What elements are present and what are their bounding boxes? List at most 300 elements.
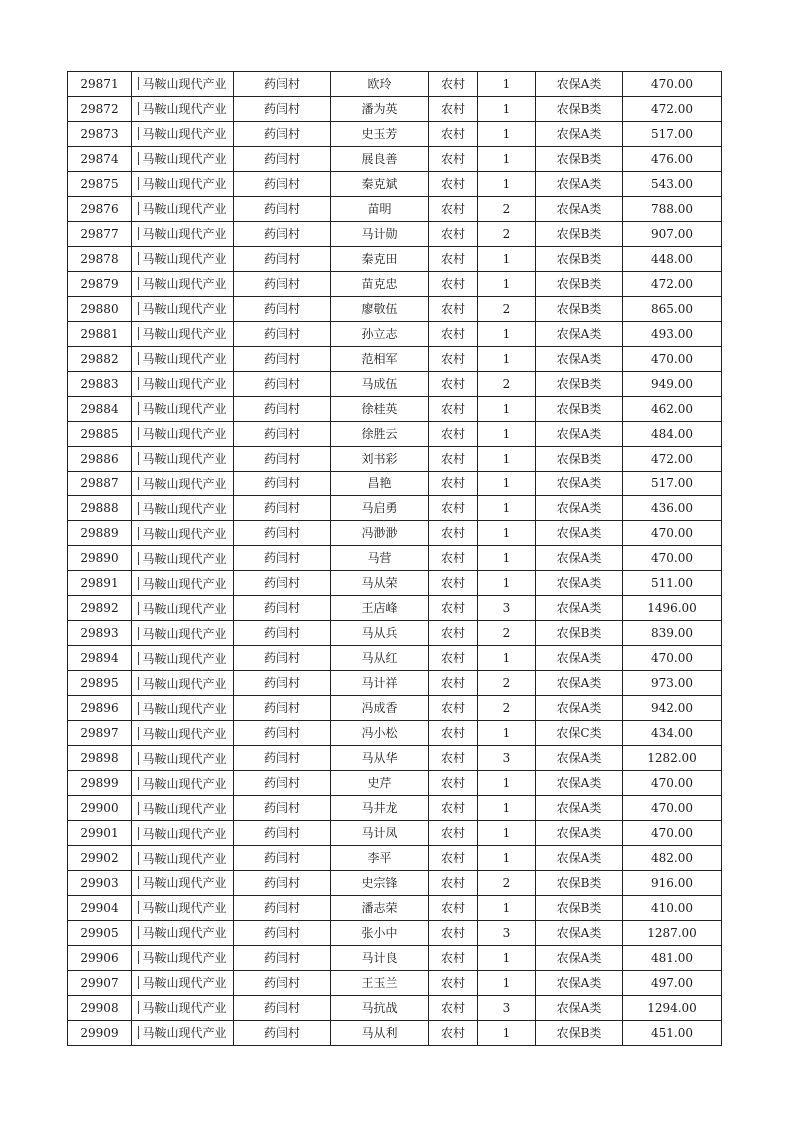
table-row bbox=[68, 146, 722, 171]
table-row bbox=[68, 796, 722, 821]
beneficiary-table bbox=[67, 71, 722, 1046]
unit-label: 马鞍山现代产业 bbox=[142, 726, 227, 741]
name-cell: 廖敬伍 bbox=[331, 296, 429, 321]
unit-cell bbox=[132, 396, 234, 421]
household-type-cell: 农村 bbox=[429, 96, 478, 121]
insurance-category-cell: 农保A类 bbox=[536, 821, 623, 846]
insurance-category-cell: 农保A类 bbox=[536, 920, 623, 945]
amount-cell: 517.00 bbox=[623, 471, 722, 496]
row-id-cell: 29909 bbox=[68, 1020, 132, 1045]
name-cell: 马从红 bbox=[331, 646, 429, 671]
unit-label: 马鞍山现代产业 bbox=[142, 576, 227, 591]
table-row bbox=[68, 646, 722, 671]
amount-cell: 497.00 bbox=[623, 970, 722, 995]
name-cell: 马从兵 bbox=[331, 621, 429, 646]
amount-cell: 916.00 bbox=[623, 871, 722, 896]
village-cell: 药闫村 bbox=[234, 571, 331, 596]
person-count-cell: 2 bbox=[478, 621, 536, 646]
unit-cell bbox=[132, 496, 234, 521]
insurance-category-cell: 农保A类 bbox=[536, 546, 623, 571]
village-cell: 药闫村 bbox=[234, 970, 331, 995]
row-id-cell: 29871 bbox=[68, 72, 132, 97]
unit-cell bbox=[132, 895, 234, 920]
table-row bbox=[68, 596, 722, 621]
person-count-cell: 2 bbox=[478, 871, 536, 896]
unit-label: 马鞍山现代产业 bbox=[142, 801, 227, 816]
insurance-category-cell: 农保A类 bbox=[536, 521, 623, 546]
name-cell: 王玉兰 bbox=[331, 970, 429, 995]
person-count-cell: 2 bbox=[478, 296, 536, 321]
person-count-cell: 2 bbox=[478, 196, 536, 221]
row-id-cell: 29897 bbox=[68, 721, 132, 746]
unit-cell bbox=[132, 1020, 234, 1045]
insurance-category-cell: 农保B类 bbox=[536, 396, 623, 421]
unit-cell bbox=[132, 696, 234, 721]
unit-label: 马鞍山现代产业 bbox=[142, 501, 227, 516]
amount-cell: 410.00 bbox=[623, 895, 722, 920]
unit-cell bbox=[132, 945, 234, 970]
insurance-category-cell: 农保B类 bbox=[536, 895, 623, 920]
household-type-cell: 农村 bbox=[429, 895, 478, 920]
amount-cell: 470.00 bbox=[623, 346, 722, 371]
insurance-category-cell: 农保A类 bbox=[536, 646, 623, 671]
name-cell: 马从华 bbox=[331, 746, 429, 771]
person-count-cell: 1 bbox=[478, 246, 536, 271]
row-id-cell: 29889 bbox=[68, 521, 132, 546]
table-row bbox=[68, 96, 722, 121]
name-cell: 苗克忠 bbox=[331, 271, 429, 296]
unit-cell bbox=[132, 196, 234, 221]
village-cell: 药闫村 bbox=[234, 721, 331, 746]
amount-cell: 511.00 bbox=[623, 571, 722, 596]
village-cell: 药闫村 bbox=[234, 871, 331, 896]
table-row bbox=[68, 671, 722, 696]
person-count-cell: 3 bbox=[478, 596, 536, 621]
household-type-cell: 农村 bbox=[429, 171, 478, 196]
person-count-cell: 1 bbox=[478, 546, 536, 571]
table-row bbox=[68, 196, 722, 221]
name-cell: 马成伍 bbox=[331, 371, 429, 396]
unit-label: 马鞍山现代产业 bbox=[142, 202, 227, 217]
unit-label: 马鞍山现代产业 bbox=[142, 1001, 227, 1016]
insurance-category-cell: 农保A类 bbox=[536, 121, 623, 146]
unit-label: 马鞍山现代产业 bbox=[142, 976, 227, 991]
person-count-cell: 1 bbox=[478, 396, 536, 421]
unit-label: 马鞍山现代产业 bbox=[142, 427, 227, 442]
amount-cell: 517.00 bbox=[623, 121, 722, 146]
village-cell: 药闫村 bbox=[234, 746, 331, 771]
amount-cell: 470.00 bbox=[623, 546, 722, 571]
table-row bbox=[68, 521, 722, 546]
unit-label: 马鞍山现代产业 bbox=[142, 876, 227, 891]
name-cell: 范相军 bbox=[331, 346, 429, 371]
village-cell: 药闫村 bbox=[234, 546, 331, 571]
table-row bbox=[68, 871, 722, 896]
unit-cell bbox=[132, 970, 234, 995]
village-cell: 药闫村 bbox=[234, 146, 331, 171]
insurance-category-cell: 农保B类 bbox=[536, 871, 623, 896]
unit-cell bbox=[132, 596, 234, 621]
person-count-cell: 1 bbox=[478, 521, 536, 546]
household-type-cell: 农村 bbox=[429, 821, 478, 846]
household-type-cell: 农村 bbox=[429, 1020, 478, 1045]
person-count-cell: 1 bbox=[478, 846, 536, 871]
name-cell: 刘书彩 bbox=[331, 446, 429, 471]
person-count-cell: 1 bbox=[478, 571, 536, 596]
insurance-category-cell: 农保B类 bbox=[536, 271, 623, 296]
village-cell: 药闫村 bbox=[234, 371, 331, 396]
name-cell: 孙立志 bbox=[331, 321, 429, 346]
household-type-cell: 农村 bbox=[429, 546, 478, 571]
insurance-category-cell: 农保B类 bbox=[536, 446, 623, 471]
person-count-cell: 3 bbox=[478, 995, 536, 1020]
person-count-cell: 1 bbox=[478, 721, 536, 746]
unit-label: 马鞍山现代产业 bbox=[142, 252, 227, 267]
person-count-cell: 1 bbox=[478, 945, 536, 970]
row-id-cell: 29885 bbox=[68, 421, 132, 446]
village-cell: 药闫村 bbox=[234, 471, 331, 496]
household-type-cell: 农村 bbox=[429, 621, 478, 646]
person-count-cell: 1 bbox=[478, 895, 536, 920]
table-row bbox=[68, 371, 722, 396]
row-id-cell: 29898 bbox=[68, 746, 132, 771]
household-type-cell: 农村 bbox=[429, 671, 478, 696]
household-type-cell: 农村 bbox=[429, 746, 478, 771]
village-cell: 药闫村 bbox=[234, 945, 331, 970]
insurance-category-cell: 农保A类 bbox=[536, 995, 623, 1020]
village-cell: 药闫村 bbox=[234, 196, 331, 221]
unit-cell bbox=[132, 796, 234, 821]
household-type-cell: 农村 bbox=[429, 146, 478, 171]
village-cell: 药闫村 bbox=[234, 846, 331, 871]
village-cell: 药闫村 bbox=[234, 171, 331, 196]
person-count-cell: 1 bbox=[478, 446, 536, 471]
table-row bbox=[68, 171, 722, 196]
name-cell: 苗明 bbox=[331, 196, 429, 221]
unit-cell bbox=[132, 246, 234, 271]
person-count-cell: 3 bbox=[478, 920, 536, 945]
row-id-cell: 29887 bbox=[68, 471, 132, 496]
unit-label: 马鞍山现代产业 bbox=[142, 951, 227, 966]
unit-label: 马鞍山现代产业 bbox=[142, 751, 227, 766]
household-type-cell: 农村 bbox=[429, 771, 478, 796]
unit-cell bbox=[132, 121, 234, 146]
insurance-category-cell: 农保A类 bbox=[536, 596, 623, 621]
household-type-cell: 农村 bbox=[429, 521, 478, 546]
amount-cell: 484.00 bbox=[623, 421, 722, 446]
row-id-cell: 29905 bbox=[68, 920, 132, 945]
person-count-cell: 2 bbox=[478, 671, 536, 696]
table-row bbox=[68, 1020, 722, 1045]
row-id-cell: 29876 bbox=[68, 196, 132, 221]
unit-label: 马鞍山现代产业 bbox=[142, 676, 227, 691]
unit-label: 马鞍山现代产业 bbox=[142, 452, 227, 467]
unit-cell bbox=[132, 171, 234, 196]
name-cell: 马启勇 bbox=[331, 496, 429, 521]
row-id-cell: 29877 bbox=[68, 221, 132, 246]
name-cell: 马抗战 bbox=[331, 995, 429, 1020]
household-type-cell: 农村 bbox=[429, 846, 478, 871]
village-cell: 药闫村 bbox=[234, 321, 331, 346]
unit-cell bbox=[132, 321, 234, 346]
row-id-cell: 29906 bbox=[68, 945, 132, 970]
unit-label: 马鞍山现代产业 bbox=[142, 901, 227, 916]
unit-cell bbox=[132, 621, 234, 646]
insurance-category-cell: 农保B类 bbox=[536, 621, 623, 646]
amount-cell: 470.00 bbox=[623, 771, 722, 796]
unit-cell bbox=[132, 371, 234, 396]
table-row bbox=[68, 72, 722, 97]
unit-cell bbox=[132, 571, 234, 596]
amount-cell: 451.00 bbox=[623, 1020, 722, 1045]
name-cell: 马从利 bbox=[331, 1020, 429, 1045]
amount-cell: 470.00 bbox=[623, 72, 722, 97]
table-row bbox=[68, 821, 722, 846]
village-cell: 药闫村 bbox=[234, 995, 331, 1020]
household-type-cell: 农村 bbox=[429, 446, 478, 471]
name-cell: 张小中 bbox=[331, 920, 429, 945]
amount-cell: 788.00 bbox=[623, 196, 722, 221]
village-cell: 药闫村 bbox=[234, 895, 331, 920]
insurance-category-cell: 农保A类 bbox=[536, 696, 623, 721]
unit-label: 马鞍山现代产业 bbox=[142, 601, 227, 616]
row-id-cell: 29899 bbox=[68, 771, 132, 796]
unit-cell bbox=[132, 995, 234, 1020]
insurance-category-cell: 农保B类 bbox=[536, 96, 623, 121]
village-cell: 药闫村 bbox=[234, 621, 331, 646]
insurance-category-cell: 农保B类 bbox=[536, 246, 623, 271]
amount-cell: 1287.00 bbox=[623, 920, 722, 945]
row-id-cell: 29901 bbox=[68, 821, 132, 846]
table-row bbox=[68, 296, 722, 321]
insurance-category-cell: 农保B类 bbox=[536, 296, 623, 321]
table-body bbox=[68, 72, 722, 1046]
name-cell: 史玉芳 bbox=[331, 121, 429, 146]
name-cell: 马计祥 bbox=[331, 671, 429, 696]
unit-cell bbox=[132, 72, 234, 97]
household-type-cell: 农村 bbox=[429, 945, 478, 970]
unit-cell bbox=[132, 746, 234, 771]
insurance-category-cell: 农保A类 bbox=[536, 321, 623, 346]
unit-label: 马鞍山现代产业 bbox=[142, 102, 227, 117]
name-cell: 马计勋 bbox=[331, 221, 429, 246]
name-cell: 冯小松 bbox=[331, 721, 429, 746]
row-id-cell: 29904 bbox=[68, 895, 132, 920]
name-cell: 史宗锋 bbox=[331, 871, 429, 896]
unit-cell bbox=[132, 271, 234, 296]
household-type-cell: 农村 bbox=[429, 871, 478, 896]
village-cell: 药闫村 bbox=[234, 671, 331, 696]
unit-label: 马鞍山现代产业 bbox=[142, 476, 227, 491]
name-cell: 欧玲 bbox=[331, 72, 429, 97]
row-id-cell: 29890 bbox=[68, 546, 132, 571]
household-type-cell: 农村 bbox=[429, 221, 478, 246]
amount-cell: 1294.00 bbox=[623, 995, 722, 1020]
unit-label: 马鞍山现代产业 bbox=[142, 377, 227, 392]
village-cell: 药闫村 bbox=[234, 920, 331, 945]
name-cell: 马计良 bbox=[331, 945, 429, 970]
village-cell: 药闫村 bbox=[234, 646, 331, 671]
row-id-cell: 29879 bbox=[68, 271, 132, 296]
person-count-cell: 1 bbox=[478, 96, 536, 121]
village-cell: 药闫村 bbox=[234, 72, 331, 97]
household-type-cell: 农村 bbox=[429, 296, 478, 321]
village-cell: 药闫村 bbox=[234, 246, 331, 271]
table-row bbox=[68, 970, 722, 995]
person-count-cell: 1 bbox=[478, 171, 536, 196]
amount-cell: 973.00 bbox=[623, 671, 722, 696]
amount-cell: 907.00 bbox=[623, 221, 722, 246]
amount-cell: 942.00 bbox=[623, 696, 722, 721]
unit-cell bbox=[132, 471, 234, 496]
village-cell: 药闫村 bbox=[234, 396, 331, 421]
amount-cell: 436.00 bbox=[623, 496, 722, 521]
unit-label: 马鞍山现代产业 bbox=[142, 327, 227, 342]
unit-label: 马鞍山现代产业 bbox=[142, 526, 227, 541]
unit-cell bbox=[132, 771, 234, 796]
table-row bbox=[68, 271, 722, 296]
unit-label: 马鞍山现代产业 bbox=[142, 1026, 227, 1041]
village-cell: 药闫村 bbox=[234, 296, 331, 321]
household-type-cell: 农村 bbox=[429, 196, 478, 221]
row-id-cell: 29895 bbox=[68, 671, 132, 696]
amount-cell: 472.00 bbox=[623, 271, 722, 296]
table-row bbox=[68, 746, 722, 771]
name-cell: 李平 bbox=[331, 846, 429, 871]
person-count-cell: 1 bbox=[478, 471, 536, 496]
row-id-cell: 29881 bbox=[68, 321, 132, 346]
unit-cell bbox=[132, 446, 234, 471]
unit-cell bbox=[132, 920, 234, 945]
village-cell: 药闫村 bbox=[234, 521, 331, 546]
table-row bbox=[68, 421, 722, 446]
table-row bbox=[68, 895, 722, 920]
insurance-category-cell: 农保A类 bbox=[536, 196, 623, 221]
unit-label: 马鞍山现代产业 bbox=[142, 826, 227, 841]
table-row bbox=[68, 446, 722, 471]
person-count-cell: 1 bbox=[478, 321, 536, 346]
village-cell: 药闫村 bbox=[234, 346, 331, 371]
table-row bbox=[68, 846, 722, 871]
insurance-category-cell: 农保C类 bbox=[536, 721, 623, 746]
insurance-category-cell: 农保B类 bbox=[536, 1020, 623, 1045]
amount-cell: 470.00 bbox=[623, 646, 722, 671]
unit-cell bbox=[132, 871, 234, 896]
insurance-category-cell: 农保B类 bbox=[536, 146, 623, 171]
person-count-cell: 2 bbox=[478, 696, 536, 721]
insurance-category-cell: 农保A类 bbox=[536, 945, 623, 970]
table-row bbox=[68, 546, 722, 571]
unit-label: 马鞍山现代产业 bbox=[142, 851, 227, 866]
unit-cell bbox=[132, 521, 234, 546]
insurance-category-cell: 农保A类 bbox=[536, 72, 623, 97]
row-id-cell: 29907 bbox=[68, 970, 132, 995]
village-cell: 药闫村 bbox=[234, 821, 331, 846]
row-id-cell: 29872 bbox=[68, 96, 132, 121]
row-id-cell: 29894 bbox=[68, 646, 132, 671]
insurance-category-cell: 农保A类 bbox=[536, 496, 623, 521]
household-type-cell: 农村 bbox=[429, 396, 478, 421]
table-row bbox=[68, 945, 722, 970]
unit-label: 马鞍山现代产业 bbox=[142, 152, 227, 167]
name-cell: 徐胜云 bbox=[331, 421, 429, 446]
unit-label: 马鞍山现代产业 bbox=[142, 551, 227, 566]
row-id-cell: 29878 bbox=[68, 246, 132, 271]
unit-label: 马鞍山现代产业 bbox=[142, 626, 227, 641]
household-type-cell: 农村 bbox=[429, 371, 478, 396]
insurance-category-cell: 农保A类 bbox=[536, 571, 623, 596]
row-id-cell: 29896 bbox=[68, 696, 132, 721]
table-row bbox=[68, 571, 722, 596]
name-cell: 马营 bbox=[331, 546, 429, 571]
household-type-cell: 农村 bbox=[429, 271, 478, 296]
amount-cell: 839.00 bbox=[623, 621, 722, 646]
table-row bbox=[68, 621, 722, 646]
household-type-cell: 农村 bbox=[429, 995, 478, 1020]
unit-label: 马鞍山现代产业 bbox=[142, 352, 227, 367]
unit-cell bbox=[132, 221, 234, 246]
unit-label: 马鞍山现代产业 bbox=[142, 177, 227, 192]
table-row bbox=[68, 995, 722, 1020]
unit-cell bbox=[132, 646, 234, 671]
household-type-cell: 农村 bbox=[429, 72, 478, 97]
household-type-cell: 农村 bbox=[429, 246, 478, 271]
table-row bbox=[68, 121, 722, 146]
unit-label: 马鞍山现代产业 bbox=[142, 127, 227, 142]
insurance-category-cell: 农保A类 bbox=[536, 671, 623, 696]
amount-cell: 482.00 bbox=[623, 846, 722, 871]
row-id-cell: 29873 bbox=[68, 121, 132, 146]
household-type-cell: 农村 bbox=[429, 721, 478, 746]
name-cell: 马井龙 bbox=[331, 796, 429, 821]
unit-cell bbox=[132, 421, 234, 446]
name-cell: 展良善 bbox=[331, 146, 429, 171]
amount-cell: 1496.00 bbox=[623, 596, 722, 621]
amount-cell: 470.00 bbox=[623, 821, 722, 846]
unit-label: 马鞍山现代产业 bbox=[142, 651, 227, 666]
row-id-cell: 29891 bbox=[68, 571, 132, 596]
insurance-category-cell: 农保A类 bbox=[536, 471, 623, 496]
village-cell: 药闫村 bbox=[234, 496, 331, 521]
person-count-cell: 1 bbox=[478, 346, 536, 371]
insurance-category-cell: 农保A类 bbox=[536, 421, 623, 446]
unit-cell bbox=[132, 846, 234, 871]
village-cell: 药闫村 bbox=[234, 696, 331, 721]
name-cell: 潘志荣 bbox=[331, 895, 429, 920]
row-id-cell: 29908 bbox=[68, 995, 132, 1020]
amount-cell: 472.00 bbox=[623, 96, 722, 121]
table-row bbox=[68, 721, 722, 746]
insurance-category-cell: 农保A类 bbox=[536, 846, 623, 871]
village-cell: 药闫村 bbox=[234, 271, 331, 296]
village-cell: 药闫村 bbox=[234, 121, 331, 146]
row-id-cell: 29882 bbox=[68, 346, 132, 371]
row-id-cell: 29886 bbox=[68, 446, 132, 471]
unit-cell bbox=[132, 671, 234, 696]
name-cell: 马从荣 bbox=[331, 571, 429, 596]
row-id-cell: 29900 bbox=[68, 796, 132, 821]
table-row bbox=[68, 471, 722, 496]
household-type-cell: 农村 bbox=[429, 596, 478, 621]
household-type-cell: 农村 bbox=[429, 796, 478, 821]
amount-cell: 448.00 bbox=[623, 246, 722, 271]
table-row bbox=[68, 321, 722, 346]
insurance-category-cell: 农保A类 bbox=[536, 771, 623, 796]
unit-cell bbox=[132, 546, 234, 571]
unit-label: 马鞍山现代产业 bbox=[142, 302, 227, 317]
unit-label: 马鞍山现代产业 bbox=[142, 776, 227, 791]
person-count-cell: 1 bbox=[478, 970, 536, 995]
